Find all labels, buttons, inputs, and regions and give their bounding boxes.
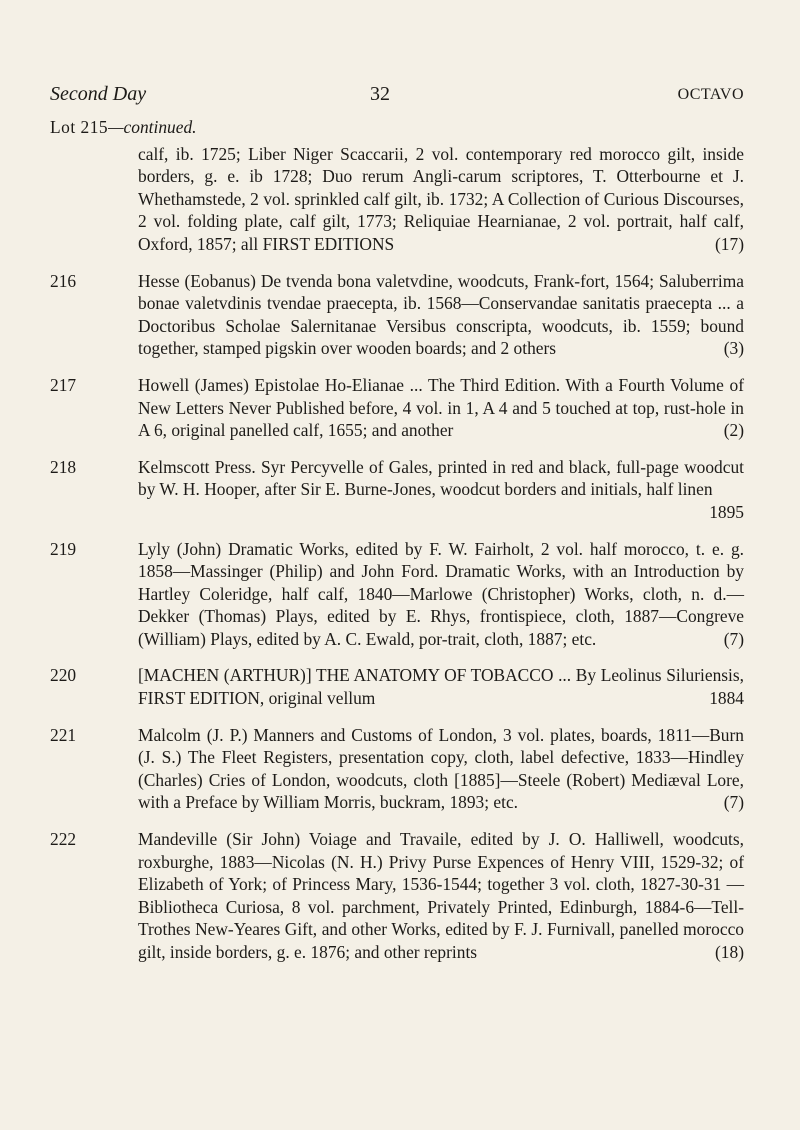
- lot-entry: [50, 828, 744, 964]
- lot-description: Kelmscott Press. Syr Percyvelle of Gales, printed in red and black, full-page woodcut by W. H. Hooper, after Sir E. Burne-Jones, woodcut borders and initials, half linen: [138, 456, 744, 500]
- continuation-count: (17): [715, 233, 744, 254]
- lot-description: Hesse (Eobanus) De tvenda bona valetvdine, woodcuts, Frank-fort, 1564; Saluberrima bonae valetvdinis tvendae praecepta, ib. 1568—Conservandae sanitatis praecepta ... a Doctoribus Scholae Salernitanae Versibus conscripta, woodcuts, ib. 1559; bound together, stamped pigskin over wooden boards; and 2 others: [138, 270, 744, 359]
- lot-description: Mandeville (Sir John) Voiage and Travaile, edited by J. O. Halliwell, woodcuts, roxburghe, 1883—Nicolas (N. H.) Privy Purse Expences of Henry VIII, 1529-32; of Elizabeth of York; of Princess Mary, 1536-1544; together 3 vol. cloth, 1827-30-31 —Bibliotheca Curiosa, 8 vol. parchment, Privately Printed, Edinburgh, 1884-6—Tell-Trothes New-Yeares Gift, and other Works, edited by F. J. Furnivall, panelled morocco gilt, inside borders, g. e. 1876; and other reprints: [138, 829, 744, 962]
- lot-count: (7): [723, 792, 744, 813]
- lot-number: 217: [50, 374, 77, 395]
- lot-entry: [50, 664, 744, 709]
- lot-count: 1884: [709, 688, 744, 709]
- lot-count: (18): [715, 942, 744, 962]
- lot-description: Howell (James) Epistolae Ho-Elianae ... The Third Edition. With a Fourth Volume of New Letters Never Published before, 4 vol. in 1, A 4 and 5 touched at top, rust-hole in A 6, original panelled calf, 1655; and another: [138, 374, 744, 441]
- continuation-description: calf, ib. 1725; Liber Niger Scaccarii, 2 vol. contemporary red morocco gilt, inside borders, g. e. ib 1728; Duo rerum Angli-carum scriptores, T. Otterbourne et J. Whethamstede, 2 vol. sprinkled calf gilt, ib. 1732; A Collection of Curious Discourses, 2 vol. folding plate, calf gilt, 1773; Reliquiae Hearnianae, 2 vol. portrait, half calf, Oxford, 1857; all FIRST EDITIONS: [138, 143, 744, 254]
- lot-count: (7): [723, 628, 744, 649]
- lot-number: 221: [50, 724, 77, 745]
- lot-entry: [50, 374, 744, 442]
- lot-number: 216: [50, 270, 77, 291]
- lot-entry: [50, 724, 744, 814]
- lot-number: 219: [50, 538, 77, 559]
- lot-description: Lyly (John) Dramatic Works, edited by F. W. Fairholt, 2 vol. half morocco, t. e. g. 1858—Massinger (Philip) and John Ford. Dramatic Works, with an Introduction by Hartley Coleridge, half calf, 1840—Marlowe (Christopher) Works, cloth, n. d.—Dekker (Thomas) Plays, edited by E. Rhys, frontispiece, cloth, 1887—Congreve (William) Plays, edited by A. C. Ewald, por-trait, cloth, 1887; etc.: [138, 538, 744, 649]
- format-heading: OCTAVO: [677, 86, 744, 103]
- page-header: [50, 0, 744, 105]
- lot-description: Malcolm (J. P.) Manners and Customs of London, 3 vol. plates, boards, 1811—Burn (J. S.) The Fleet Registers, presentation copy, cloth, label defective, 1833—Hindley (Charles) Cries of London, woodcuts, cloth [1885]—Steele (Robert) Mediæval Lore, with a Preface by William Morris, buckram, 1893; etc.: [138, 724, 744, 813]
- lot-number: 218: [50, 456, 77, 477]
- lot-number: 220: [50, 665, 77, 686]
- lot-description: [MACHEN (ARTHUR)] THE ANATOMY OF TOBACCO ... By Leolinus Siluriensis, FIRST EDITION, original vellum: [138, 665, 744, 709]
- lot-count: (3): [723, 338, 744, 359]
- lot-entry: [50, 270, 744, 360]
- lot-entry: [50, 538, 744, 651]
- lot-number: 222: [50, 829, 77, 850]
- lot-list: [50, 116, 744, 964]
- day-heading: Second Day: [50, 83, 147, 105]
- continuation-lot-label: Lot 215: [50, 117, 109, 137]
- lot-entry: [50, 456, 744, 524]
- lot-count: (2): [723, 420, 744, 441]
- continuation-text: [138, 143, 744, 256]
- lot-count: 1895: [709, 501, 744, 522]
- page-number: 32: [370, 83, 390, 105]
- continuation-heading: [50, 116, 744, 139]
- continued-label: —continued.: [108, 117, 197, 137]
